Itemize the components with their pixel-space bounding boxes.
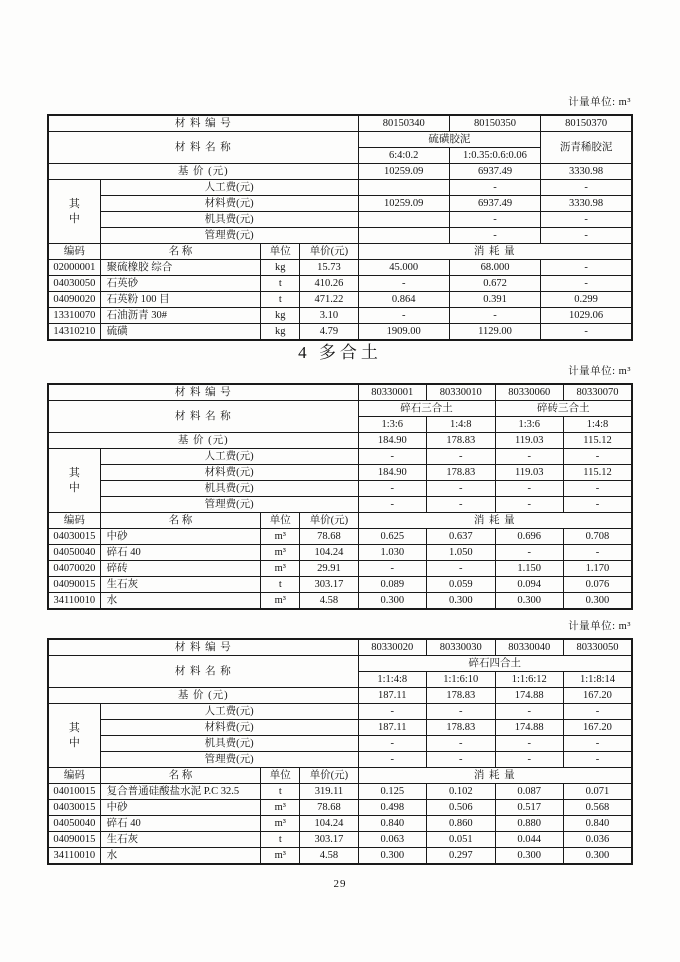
- fee-value: -: [495, 497, 563, 513]
- price-table-1: [47, 114, 633, 341]
- among-label: [48, 180, 100, 244]
- material-code: 04090020: [48, 292, 100, 308]
- material-code: 04030015: [48, 800, 100, 816]
- fee-label: 管理费(元): [100, 752, 358, 768]
- fee-row: [48, 449, 632, 465]
- fee-label: 人工费(元): [100, 180, 358, 196]
- fee-row: [48, 212, 632, 228]
- consumption-value: 0.300: [427, 593, 495, 610]
- consumption-value: 1.030: [358, 545, 426, 561]
- material-unit-price: 4.79: [300, 324, 358, 341]
- material-name-row: [48, 401, 632, 417]
- base-price-value: 178.83: [427, 688, 495, 704]
- column-header-row: [48, 768, 632, 784]
- col-header-consumption: 消 耗 量: [358, 768, 632, 784]
- fee-value: [358, 228, 449, 244]
- fee-value: 178.83: [427, 465, 495, 481]
- consumption-value: 0.063: [358, 832, 426, 848]
- base-price-value: 187.11: [358, 688, 426, 704]
- consumption-value: 1.150: [495, 561, 563, 577]
- fee-value: 3330.98: [541, 196, 632, 212]
- among-char: 其: [68, 466, 80, 479]
- fee-row: [48, 704, 632, 720]
- fee-value: -: [358, 449, 426, 465]
- among-char: 中: [68, 212, 80, 225]
- among-char: 中: [68, 736, 80, 749]
- material-code: 04070020: [48, 561, 100, 577]
- consumption-value: 1.050: [427, 545, 495, 561]
- material-code-row: [48, 384, 632, 401]
- material-unit: t: [261, 784, 300, 800]
- consumption-value: 0.864: [358, 292, 449, 308]
- fee-value: -: [563, 752, 632, 768]
- among-char: 中: [68, 481, 80, 494]
- material-unit-price: 471.22: [300, 292, 358, 308]
- fee-value: 167.20: [563, 720, 632, 736]
- material-name: 石油沥青 30#: [100, 308, 261, 324]
- material-code: 04010015: [48, 784, 100, 800]
- material-unit: kg: [261, 260, 300, 276]
- consumption-value: 0.840: [358, 816, 426, 832]
- material-unit-price: 78.68: [300, 800, 358, 816]
- fee-value: 6937.49: [449, 196, 540, 212]
- consumption-value: 1029.06: [541, 308, 632, 324]
- fee-label: 材料费(元): [100, 196, 358, 212]
- material-code-value: 80330020: [358, 639, 426, 656]
- col-header-code: 编码: [48, 244, 100, 260]
- fee-value: -: [358, 736, 426, 752]
- fee-row: [48, 497, 632, 513]
- fee-value: -: [495, 736, 563, 752]
- material-code-row: [48, 639, 632, 656]
- consumption-value: 0.300: [358, 848, 426, 865]
- base-price-value: 178.83: [427, 433, 495, 449]
- fee-value: [358, 212, 449, 228]
- fee-label: 人工费(元): [100, 704, 358, 720]
- base-price-value: 3330.98: [541, 164, 632, 180]
- base-price-row: [48, 433, 632, 449]
- ratio-value: 1:3:6: [358, 417, 426, 433]
- material-code-value: 80150350: [449, 115, 540, 132]
- ratio-value: 1:4:8: [427, 417, 495, 433]
- ratio-value: 1:0.35:0.6:0.06: [449, 148, 540, 164]
- material-code: 34110010: [48, 848, 100, 865]
- material-name-value: 碎砖三合土: [495, 401, 632, 417]
- among-char: 其: [68, 197, 80, 210]
- fee-value: -: [449, 212, 540, 228]
- ratio-value: 1:4:8: [563, 417, 632, 433]
- consumption-value: 0.300: [563, 593, 632, 610]
- fee-value: -: [495, 752, 563, 768]
- material-code: 14310210: [48, 324, 100, 341]
- material-unit-price: 104.24: [300, 545, 358, 561]
- fee-label: 机具费(元): [100, 481, 358, 497]
- col-header-unit-price: 单价(元): [300, 244, 358, 260]
- measure-unit-label-2: 计量单位: m³: [568, 366, 631, 377]
- material-code: 04090015: [48, 832, 100, 848]
- material-name-value: 碎石三合土: [358, 401, 495, 417]
- material-row: [48, 800, 632, 816]
- material-name: 中砂: [100, 529, 261, 545]
- fee-value: -: [427, 704, 495, 720]
- material-unit-price: 3.10: [300, 308, 358, 324]
- material-name-label: 材 料 名 称: [48, 656, 358, 688]
- fee-value: 178.83: [427, 720, 495, 736]
- column-header-row: [48, 244, 632, 260]
- material-unit: t: [261, 292, 300, 308]
- base-price-label: 基 价 (元): [48, 433, 358, 449]
- fee-value: -: [427, 449, 495, 465]
- material-name-value: 硫磺胶泥: [358, 132, 541, 148]
- ratio-value: 1:1:6:10: [427, 672, 495, 688]
- fee-value: -: [563, 449, 632, 465]
- consumption-value: 0.498: [358, 800, 426, 816]
- consumption-value: 0.300: [563, 848, 632, 865]
- material-name: 水: [100, 593, 261, 610]
- col-header-unit-price: 单价(元): [300, 768, 358, 784]
- price-table-2: [47, 383, 633, 610]
- measure-unit-label-1: 计量单位: m³: [568, 97, 631, 108]
- fee-value: 187.11: [358, 720, 426, 736]
- fee-row: [48, 180, 632, 196]
- fee-value: -: [563, 481, 632, 497]
- consumption-value: 0.391: [449, 292, 540, 308]
- consumption-value: -: [449, 308, 540, 324]
- material-row: [48, 561, 632, 577]
- consumption-value: 0.517: [495, 800, 563, 816]
- material-name: 碎石 40: [100, 545, 261, 561]
- material-name-row: [48, 132, 632, 148]
- material-row: [48, 593, 632, 610]
- material-unit: m³: [261, 593, 300, 610]
- ratio-value: 1:1:4:8: [358, 672, 426, 688]
- col-header-code: 编码: [48, 513, 100, 529]
- fee-value: [358, 180, 449, 196]
- material-row: [48, 545, 632, 561]
- material-unit-price: 104.24: [300, 816, 358, 832]
- fee-label: 人工费(元): [100, 449, 358, 465]
- material-code-value: 80330060: [495, 384, 563, 401]
- material-row: [48, 324, 632, 341]
- material-code: 04050040: [48, 545, 100, 561]
- material-unit-price: 29.91: [300, 561, 358, 577]
- consumption-value: -: [358, 308, 449, 324]
- material-name-label: 材 料 名 称: [48, 132, 358, 164]
- material-unit-price: 410.26: [300, 276, 358, 292]
- material-code-row: [48, 115, 632, 132]
- col-header-name: 名 称: [100, 768, 261, 784]
- material-unit-price: 4.58: [300, 848, 358, 865]
- material-name: 生石灰: [100, 832, 261, 848]
- measure-unit-label-3: 计量单位: m³: [568, 621, 631, 632]
- consumption-value: -: [541, 324, 632, 341]
- fee-label: 机具费(元): [100, 736, 358, 752]
- consumption-value: 0.300: [358, 593, 426, 610]
- price-table-3: [47, 638, 633, 865]
- material-name: 复合普通硅酸盐水泥 P.C 32.5: [100, 784, 261, 800]
- material-unit: m³: [261, 848, 300, 865]
- material-code-label: 材 料 编 号: [48, 639, 358, 656]
- fee-value: -: [541, 228, 632, 244]
- consumption-value: 0.071: [563, 784, 632, 800]
- material-row: [48, 816, 632, 832]
- consumption-value: 45.000: [358, 260, 449, 276]
- material-unit-price: 4.58: [300, 593, 358, 610]
- material-row: [48, 308, 632, 324]
- material-unit: t: [261, 832, 300, 848]
- consumption-value: 0.094: [495, 577, 563, 593]
- fee-value: -: [541, 212, 632, 228]
- material-name: 碎砖: [100, 561, 261, 577]
- consumption-value: 1.170: [563, 561, 632, 577]
- consumption-value: 0.036: [563, 832, 632, 848]
- material-unit-price: 319.11: [300, 784, 358, 800]
- column-header-row: [48, 513, 632, 529]
- fee-value: -: [427, 752, 495, 768]
- consumption-value: 0.840: [563, 816, 632, 832]
- consumption-value: 0.672: [449, 276, 540, 292]
- among-char: 其: [68, 721, 80, 734]
- material-row: [48, 848, 632, 865]
- material-code-label: 材 料 编 号: [48, 115, 358, 132]
- ratio-value: 6:4:0.2: [358, 148, 449, 164]
- base-price-value: 6937.49: [449, 164, 540, 180]
- material-code-value: 80330050: [563, 639, 632, 656]
- base-price-value: 119.03: [495, 433, 563, 449]
- material-name: 生石灰: [100, 577, 261, 593]
- consumption-value: -: [541, 260, 632, 276]
- fee-value: 10259.09: [358, 196, 449, 212]
- material-row: [48, 832, 632, 848]
- col-header-consumption: 消 耗 量: [358, 244, 632, 260]
- material-code-label: 材 料 编 号: [48, 384, 358, 401]
- fee-value: 119.03: [495, 465, 563, 481]
- consumption-value: 0.076: [563, 577, 632, 593]
- fee-value: 115.12: [563, 465, 632, 481]
- col-header-unit: 单位: [261, 244, 300, 260]
- col-header-name: 名 称: [100, 513, 261, 529]
- material-unit-price: 78.68: [300, 529, 358, 545]
- base-price-value: 115.12: [563, 433, 632, 449]
- consumption-value: 0.044: [495, 832, 563, 848]
- material-name-value: 碎石四合土: [358, 656, 632, 672]
- page-number: 29: [333, 878, 347, 890]
- base-price-row: [48, 688, 632, 704]
- ratio-value: 1:1:6:12: [495, 672, 563, 688]
- consumption-value: -: [427, 561, 495, 577]
- fee-value: -: [495, 481, 563, 497]
- fee-label: 材料费(元): [100, 465, 358, 481]
- material-unit: m³: [261, 529, 300, 545]
- base-price-row: [48, 164, 632, 180]
- fee-value: -: [541, 180, 632, 196]
- material-name: 硫磺: [100, 324, 261, 341]
- fee-value: -: [449, 180, 540, 196]
- material-code: 04030050: [48, 276, 100, 292]
- fee-value: -: [358, 497, 426, 513]
- table-mount-3: [47, 638, 633, 865]
- col-header-consumption: 消 耗 量: [358, 513, 632, 529]
- col-header-unit-price: 单价(元): [300, 513, 358, 529]
- material-row: [48, 577, 632, 593]
- table-mount-1: [47, 114, 633, 341]
- material-code-value: 80330070: [563, 384, 632, 401]
- consumption-value: 0.059: [427, 577, 495, 593]
- consumption-value: 0.297: [427, 848, 495, 865]
- fee-row: [48, 752, 632, 768]
- fee-value: -: [427, 497, 495, 513]
- consumption-value: 1129.00: [449, 324, 540, 341]
- consumption-value: -: [358, 276, 449, 292]
- col-header-unit: 单位: [261, 513, 300, 529]
- material-name: 水: [100, 848, 261, 865]
- fee-value: -: [358, 704, 426, 720]
- material-name-value: 沥青稀胶泥: [541, 132, 632, 164]
- material-name: 碎石 40: [100, 816, 261, 832]
- material-unit: m³: [261, 561, 300, 577]
- fee-value: 174.88: [495, 720, 563, 736]
- fee-value: -: [563, 704, 632, 720]
- fee-value: -: [427, 481, 495, 497]
- material-unit-price: 303.17: [300, 577, 358, 593]
- consumption-value: 0.625: [358, 529, 426, 545]
- fee-row: [48, 481, 632, 497]
- consumption-value: 0.880: [495, 816, 563, 832]
- material-row: [48, 276, 632, 292]
- fee-label: 管理费(元): [100, 497, 358, 513]
- material-name-row: [48, 656, 632, 672]
- material-code: 04030015: [48, 529, 100, 545]
- consumption-value: 0.125: [358, 784, 426, 800]
- material-code-value: 80150370: [541, 115, 632, 132]
- col-header-unit: 单位: [261, 768, 300, 784]
- section-title: 4 多合土: [298, 343, 382, 362]
- base-price-value: 174.88: [495, 688, 563, 704]
- fee-value: 184.90: [358, 465, 426, 481]
- consumption-value: 68.000: [449, 260, 540, 276]
- consumption-value: 0.506: [427, 800, 495, 816]
- material-name-label: 材 料 名 称: [48, 401, 358, 433]
- fee-value: -: [358, 752, 426, 768]
- material-name: 中砂: [100, 800, 261, 816]
- material-code-value: 80330001: [358, 384, 426, 401]
- consumption-value: 0.102: [427, 784, 495, 800]
- material-unit-price: 303.17: [300, 832, 358, 848]
- material-unit-price: 15.73: [300, 260, 358, 276]
- consumption-value: 0.860: [427, 816, 495, 832]
- fee-label: 机具费(元): [100, 212, 358, 228]
- fee-value: -: [495, 704, 563, 720]
- consumption-value: 0.696: [495, 529, 563, 545]
- material-code-value: 80150340: [358, 115, 449, 132]
- consumption-value: 0.051: [427, 832, 495, 848]
- table-mount-2: [47, 383, 633, 610]
- fee-value: -: [563, 736, 632, 752]
- base-price-label: 基 价 (元): [48, 688, 358, 704]
- base-price-value: 167.20: [563, 688, 632, 704]
- material-row: [48, 292, 632, 308]
- material-name: 石英砂: [100, 276, 261, 292]
- base-price-value: 10259.09: [358, 164, 449, 180]
- among-label: [48, 704, 100, 768]
- consumption-value: 0.708: [563, 529, 632, 545]
- material-unit: t: [261, 577, 300, 593]
- material-unit: t: [261, 276, 300, 292]
- col-header-name: 名 称: [100, 244, 261, 260]
- material-code: 04050040: [48, 816, 100, 832]
- material-unit: kg: [261, 308, 300, 324]
- material-name: 石英粉 100 目: [100, 292, 261, 308]
- base-price-value: 184.90: [358, 433, 426, 449]
- fee-label: 管理费(元): [100, 228, 358, 244]
- consumption-value: 0.300: [495, 848, 563, 865]
- material-code: 34110010: [48, 593, 100, 610]
- fee-value: -: [358, 481, 426, 497]
- material-name: 聚硫橡胶 综合: [100, 260, 261, 276]
- material-code-value: 80330030: [427, 639, 495, 656]
- ratio-value: 1:1:8:14: [563, 672, 632, 688]
- material-code-value: 80330040: [495, 639, 563, 656]
- material-code: 04090015: [48, 577, 100, 593]
- fee-label: 材料费(元): [100, 720, 358, 736]
- fee-row: [48, 720, 632, 736]
- document-page: [47, 0, 633, 890]
- material-code-value: 80330010: [427, 384, 495, 401]
- consumption-value: -: [541, 276, 632, 292]
- fee-row: [48, 465, 632, 481]
- fee-value: -: [449, 228, 540, 244]
- material-unit: m³: [261, 545, 300, 561]
- base-price-label: 基 价 (元): [48, 164, 358, 180]
- material-row: [48, 260, 632, 276]
- consumption-value: 1909.00: [358, 324, 449, 341]
- consumption-value: 0.089: [358, 577, 426, 593]
- consumption-value: 0.637: [427, 529, 495, 545]
- material-code: 02000001: [48, 260, 100, 276]
- material-row: [48, 784, 632, 800]
- consumption-value: 0.299: [541, 292, 632, 308]
- fee-row: [48, 228, 632, 244]
- among-label: [48, 449, 100, 513]
- consumption-value: -: [495, 545, 563, 561]
- col-header-code: 编码: [48, 768, 100, 784]
- ratio-value: 1:3:6: [495, 417, 563, 433]
- material-unit: m³: [261, 800, 300, 816]
- material-unit: kg: [261, 324, 300, 341]
- consumption-value: 0.087: [495, 784, 563, 800]
- fee-value: -: [427, 736, 495, 752]
- consumption-value: -: [358, 561, 426, 577]
- fee-row: [48, 736, 632, 752]
- material-row: [48, 529, 632, 545]
- fee-row: [48, 196, 632, 212]
- material-unit: m³: [261, 816, 300, 832]
- fee-value: -: [495, 449, 563, 465]
- consumption-value: -: [563, 545, 632, 561]
- fee-value: -: [563, 497, 632, 513]
- consumption-value: 0.568: [563, 800, 632, 816]
- material-code: 13310070: [48, 308, 100, 324]
- consumption-value: 0.300: [495, 593, 563, 610]
